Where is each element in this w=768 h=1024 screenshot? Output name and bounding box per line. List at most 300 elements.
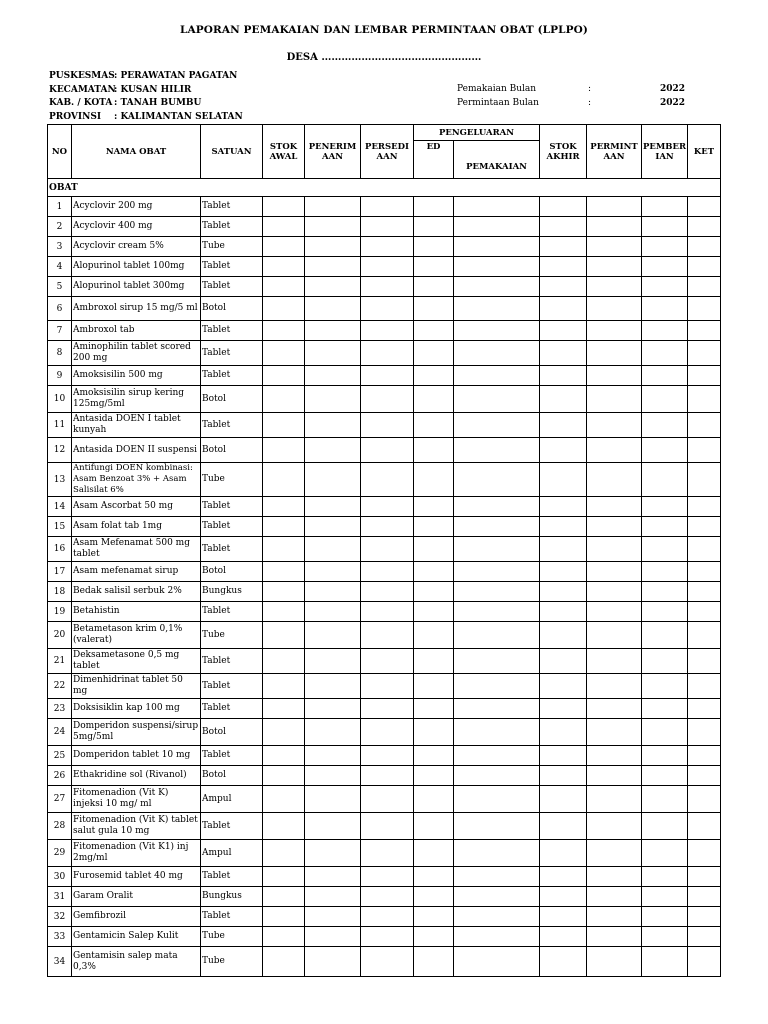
table-row [48, 386, 721, 413]
cell-pemberian [642, 217, 688, 237]
table-row [48, 366, 721, 386]
cell-stok-akhir [540, 602, 587, 622]
cell-permintaan [587, 622, 642, 649]
cell-ket [688, 582, 721, 602]
medicine-table [47, 124, 721, 977]
cell-ed [414, 197, 454, 217]
period-permintaan [457, 97, 697, 111]
medicine-name: Acyclovir 200 mg [72, 197, 201, 217]
medicine-unit: Botol [201, 438, 263, 463]
header-pemakaian: PEMAKAIAN [454, 141, 540, 179]
medicine-name: Antasida DOEN II suspensi [72, 438, 201, 463]
cell-ket [688, 649, 721, 674]
medicine-unit: Tablet [201, 699, 263, 719]
cell-penerimaan [305, 463, 361, 497]
cell-stok-akhir [540, 840, 587, 867]
cell-penerimaan [305, 237, 361, 257]
cell-persediaan [361, 517, 414, 537]
cell-pemakaian [454, 321, 540, 341]
table-row [48, 257, 721, 277]
cell-persediaan [361, 297, 414, 321]
cell-permintaan [587, 840, 642, 867]
table-row [48, 927, 721, 947]
medicine-name: Deksametasone 0,5 mg tablet [72, 649, 201, 674]
cell-ket [688, 257, 721, 277]
cell-stok-awal [263, 497, 305, 517]
cell-penerimaan [305, 649, 361, 674]
cell-persediaan [361, 746, 414, 766]
cell-pemakaian [454, 699, 540, 719]
cell-ed [414, 582, 454, 602]
cell-stok-awal [263, 562, 305, 582]
cell-stok-akhir [540, 297, 587, 321]
cell-pemakaian [454, 813, 540, 840]
row-number: 7 [48, 321, 72, 341]
cell-pemberian [642, 746, 688, 766]
medicine-unit: Botol [201, 297, 263, 321]
cell-stok-awal [263, 217, 305, 237]
cell-stok-akhir [540, 197, 587, 217]
medicine-unit: Tablet [201, 813, 263, 840]
cell-penerimaan [305, 947, 361, 977]
cell-pemberian [642, 277, 688, 297]
medicine-name: Asam Ascorbat 50 mg [72, 497, 201, 517]
medicine-unit: Tablet [201, 257, 263, 277]
cell-permintaan [587, 386, 642, 413]
cell-stok-akhir [540, 649, 587, 674]
cell-ed [414, 321, 454, 341]
cell-stok-awal [263, 517, 305, 537]
cell-permintaan [587, 277, 642, 297]
table-row [48, 497, 721, 517]
cell-penerimaan [305, 766, 361, 786]
cell-ed [414, 277, 454, 297]
row-number: 19 [48, 602, 72, 622]
medicine-unit: Tube [201, 927, 263, 947]
cell-ket [688, 907, 721, 927]
table-row [48, 277, 721, 297]
header-nama-obat: NAMA OBAT [72, 125, 201, 179]
cell-ed [414, 413, 454, 438]
row-number: 8 [48, 341, 72, 366]
header-satuan: SATUAN [201, 125, 263, 179]
cell-ed [414, 766, 454, 786]
cell-stok-awal [263, 907, 305, 927]
cell-pemberian [642, 602, 688, 622]
header-pemberian: PEMBERIAN [642, 125, 688, 179]
report-title: LAPORAN PEMAKAIAN DAN LEMBAR PERMINTAAN OBAT (LPLPO) [180, 24, 588, 36]
row-number: 27 [48, 786, 72, 813]
cell-ket [688, 237, 721, 257]
cell-pemakaian [454, 257, 540, 277]
cell-ket [688, 766, 721, 786]
cell-permintaan [587, 197, 642, 217]
cell-ket [688, 217, 721, 237]
medicine-name: Asam folat tab 1mg [72, 517, 201, 537]
cell-penerimaan [305, 297, 361, 321]
cell-ed [414, 867, 454, 887]
cell-pemakaian [454, 537, 540, 562]
row-number: 33 [48, 927, 72, 947]
medicine-name: Garam Oralit [72, 887, 201, 907]
cell-stok-awal [263, 649, 305, 674]
cell-ket [688, 341, 721, 366]
cell-stok-awal [263, 438, 305, 463]
cell-ed [414, 907, 454, 927]
table-row [48, 321, 721, 341]
cell-penerimaan [305, 197, 361, 217]
row-number: 6 [48, 297, 72, 321]
header-persediaan: PERSEDIAAN [361, 125, 414, 179]
cell-pemakaian [454, 719, 540, 746]
cell-ket [688, 438, 721, 463]
medicine-unit: Tablet [201, 497, 263, 517]
cell-penerimaan [305, 321, 361, 341]
cell-ed [414, 497, 454, 517]
cell-pemakaian [454, 497, 540, 517]
medicine-unit: Tablet [201, 674, 263, 699]
medicine-unit: Botol [201, 386, 263, 413]
cell-ed [414, 622, 454, 649]
cell-ket [688, 297, 721, 321]
cell-stok-awal [263, 699, 305, 719]
medicine-unit: Tablet [201, 602, 263, 622]
cell-stok-awal [263, 674, 305, 699]
cell-ket [688, 786, 721, 813]
cell-penerimaan [305, 537, 361, 562]
header-pengeluaran: PENGELUARAN [414, 125, 540, 141]
cell-pemakaian [454, 237, 540, 257]
medicine-name: Doksisiklin kap 100 mg [72, 699, 201, 719]
cell-stok-akhir [540, 386, 587, 413]
cell-penerimaan [305, 674, 361, 699]
cell-permintaan [587, 366, 642, 386]
cell-persediaan [361, 413, 414, 438]
medicine-unit: Tube [201, 622, 263, 649]
cell-ket [688, 867, 721, 887]
medicine-unit: Botol [201, 766, 263, 786]
cell-persediaan [361, 766, 414, 786]
cell-pemberian [642, 297, 688, 321]
row-number: 11 [48, 413, 72, 438]
cell-stok-awal [263, 463, 305, 497]
row-number: 31 [48, 887, 72, 907]
cell-penerimaan [305, 719, 361, 746]
medicine-unit: Ampul [201, 786, 263, 813]
table-row [48, 699, 721, 719]
cell-ed [414, 699, 454, 719]
cell-penerimaan [305, 622, 361, 649]
period-colon: : [588, 84, 592, 94]
cell-pemakaian [454, 217, 540, 237]
cell-pemakaian [454, 438, 540, 463]
table-row [48, 766, 721, 786]
medicine-unit: Tablet [201, 366, 263, 386]
cell-stok-akhir [540, 438, 587, 463]
cell-permintaan [587, 321, 642, 341]
cell-persediaan [361, 719, 414, 746]
info-provinsi [49, 111, 243, 125]
medicine-name: Alopurinol tablet 100mg [72, 257, 201, 277]
cell-persediaan [361, 497, 414, 517]
medicine-name: Alopurinol tablet 300mg [72, 277, 201, 297]
cell-stok-awal [263, 947, 305, 977]
cell-pemberian [642, 463, 688, 497]
cell-stok-akhir [540, 562, 587, 582]
cell-permintaan [587, 582, 642, 602]
row-number: 5 [48, 277, 72, 297]
table-row [48, 813, 721, 840]
cell-penerimaan [305, 277, 361, 297]
cell-ed [414, 341, 454, 366]
cell-stok-akhir [540, 237, 587, 257]
cell-ed [414, 438, 454, 463]
cell-stok-akhir [540, 321, 587, 341]
cell-pemakaian [454, 649, 540, 674]
cell-penerimaan [305, 517, 361, 537]
table-row [48, 438, 721, 463]
cell-stok-awal [263, 366, 305, 386]
cell-pemberian [642, 649, 688, 674]
cell-persediaan [361, 277, 414, 297]
info-puskesmas [49, 70, 243, 84]
medicine-name: Domperidon suspensi/sirup 5mg/5ml [72, 719, 201, 746]
cell-ket [688, 321, 721, 341]
table-row [48, 217, 721, 237]
cell-ed [414, 649, 454, 674]
info-label: PROVINSI [49, 112, 102, 123]
cell-pemakaian [454, 277, 540, 297]
cell-ed [414, 947, 454, 977]
cell-persediaan [361, 699, 414, 719]
section-label: OBAT [48, 179, 721, 197]
cell-penerimaan [305, 497, 361, 517]
cell-permintaan [587, 217, 642, 237]
cell-pemakaian [454, 766, 540, 786]
row-number: 23 [48, 699, 72, 719]
cell-permintaan [587, 887, 642, 907]
cell-pemakaian [454, 887, 540, 907]
cell-penerimaan [305, 217, 361, 237]
cell-stok-awal [263, 746, 305, 766]
medicine-unit: Bungkus [201, 582, 263, 602]
medicine-name: Gentamisin salep mata 0,3% [72, 947, 201, 977]
cell-persediaan [361, 813, 414, 840]
cell-permintaan [587, 257, 642, 277]
table-row [48, 649, 721, 674]
cell-stok-awal [263, 766, 305, 786]
row-number: 3 [48, 237, 72, 257]
medicine-name: Ambroxol tab [72, 321, 201, 341]
cell-persediaan [361, 840, 414, 867]
cell-ed [414, 537, 454, 562]
cell-ed [414, 674, 454, 699]
info-label: KECAMATAN [49, 84, 116, 95]
cell-ket [688, 517, 721, 537]
cell-pemakaian [454, 413, 540, 438]
cell-persediaan [361, 947, 414, 977]
table-row [48, 840, 721, 867]
cell-pemakaian [454, 386, 540, 413]
cell-permintaan [587, 766, 642, 786]
cell-stok-awal [263, 386, 305, 413]
header-ket: KET [688, 125, 721, 179]
cell-stok-akhir [540, 341, 587, 366]
medicine-unit: Botol [201, 562, 263, 582]
row-number: 21 [48, 649, 72, 674]
medicine-name: Fitomenadion (Vit K) tablet salut gula 10 mg [72, 813, 201, 840]
cell-persediaan [361, 197, 414, 217]
desa-line: DESA ………………………………………… [286, 52, 482, 63]
cell-penerimaan [305, 366, 361, 386]
medicine-unit: Tube [201, 947, 263, 977]
cell-penerimaan [305, 699, 361, 719]
cell-stok-awal [263, 582, 305, 602]
cell-stok-awal [263, 277, 305, 297]
cell-ket [688, 277, 721, 297]
table-row [48, 719, 721, 746]
row-number: 22 [48, 674, 72, 699]
cell-pemakaian [454, 197, 540, 217]
cell-persediaan [361, 907, 414, 927]
table-row [48, 562, 721, 582]
row-number: 18 [48, 582, 72, 602]
cell-ed [414, 386, 454, 413]
table-row [48, 947, 721, 977]
cell-pemakaian [454, 674, 540, 699]
medicine-name: Acyclovir cream 5% [72, 237, 201, 257]
cell-persediaan [361, 237, 414, 257]
cell-stok-awal [263, 786, 305, 813]
cell-ket [688, 366, 721, 386]
cell-stok-akhir [540, 277, 587, 297]
cell-permintaan [587, 813, 642, 840]
cell-ed [414, 257, 454, 277]
info-value: : TANAH BUMBU [114, 98, 202, 109]
cell-pemberian [642, 786, 688, 813]
medicine-name: Ambroxol sirup 15 mg/5 ml [72, 297, 201, 321]
info-value: : KUSAN HILIR [114, 84, 192, 95]
cell-pemakaian [454, 907, 540, 927]
cell-stok-akhir [540, 786, 587, 813]
cell-permintaan [587, 562, 642, 582]
header-ed: ED [414, 141, 454, 179]
row-number: 10 [48, 386, 72, 413]
cell-stok-akhir [540, 413, 587, 438]
cell-ket [688, 463, 721, 497]
table-row [48, 786, 721, 813]
cell-pemberian [642, 582, 688, 602]
cell-stok-akhir [540, 217, 587, 237]
cell-permintaan [587, 907, 642, 927]
cell-pemakaian [454, 622, 540, 649]
table-row [48, 674, 721, 699]
cell-permintaan [587, 927, 642, 947]
cell-penerimaan [305, 867, 361, 887]
cell-pemberian [642, 197, 688, 217]
cell-ed [414, 887, 454, 907]
cell-ed [414, 463, 454, 497]
cell-ed [414, 927, 454, 947]
medicine-unit: Tablet [201, 413, 263, 438]
medicine-name: Aminophilin tablet scored 200 mg [72, 341, 201, 366]
cell-stok-akhir [540, 674, 587, 699]
cell-pemakaian [454, 582, 540, 602]
cell-pemakaian [454, 840, 540, 867]
period-colon: : [588, 98, 592, 108]
cell-stok-akhir [540, 907, 587, 927]
cell-stok-akhir [540, 947, 587, 977]
cell-pemberian [642, 257, 688, 277]
medicine-name: Fitomenadion (Vit K) injeksi 10 mg/ ml [72, 786, 201, 813]
cell-penerimaan [305, 813, 361, 840]
medicine-name: Bedak salisil serbuk 2% [72, 582, 201, 602]
period-year: 2022 [660, 98, 686, 108]
medicine-unit: Bungkus [201, 887, 263, 907]
cell-permintaan [587, 413, 642, 438]
medicine-name: Amoksisilin 500 mg [72, 366, 201, 386]
medicine-unit: Ampul [201, 840, 263, 867]
table-row [48, 582, 721, 602]
cell-ket [688, 746, 721, 766]
medicine-name: Domperidon tablet 10 mg [72, 746, 201, 766]
period-label: Permintaan Bulan [457, 98, 539, 108]
cell-permintaan [587, 237, 642, 257]
cell-pemberian [642, 366, 688, 386]
medicine-name: Fitomenadion (Vit K1) inj 2mg/ml [72, 840, 201, 867]
cell-pemberian [642, 699, 688, 719]
medicine-unit: Tablet [201, 867, 263, 887]
cell-pemberian [642, 719, 688, 746]
table-row [48, 746, 721, 766]
medicine-unit: Tablet [201, 321, 263, 341]
table-row [48, 463, 721, 497]
cell-stok-akhir [540, 463, 587, 497]
info-kabkota [49, 97, 243, 111]
cell-stok-akhir [540, 699, 587, 719]
cell-penerimaan [305, 341, 361, 366]
header-stok-akhir: STOK AKHIR [540, 125, 587, 179]
medicine-name: Asam mefenamat sirup [72, 562, 201, 582]
table-row [48, 341, 721, 366]
cell-pemberian [642, 927, 688, 947]
cell-penerimaan [305, 887, 361, 907]
info-value: : KALIMANTAN SELATAN [114, 112, 243, 123]
cell-ket [688, 840, 721, 867]
cell-persediaan [361, 341, 414, 366]
cell-stok-akhir [540, 537, 587, 562]
cell-stok-awal [263, 537, 305, 562]
cell-persediaan [361, 321, 414, 341]
medicine-unit: Tablet [201, 517, 263, 537]
table-body [48, 179, 721, 977]
table-row [48, 907, 721, 927]
table-row [48, 197, 721, 217]
medicine-unit: Tablet [201, 649, 263, 674]
table-row [48, 297, 721, 321]
cell-stok-akhir [540, 813, 587, 840]
cell-pemberian [642, 674, 688, 699]
row-number: 30 [48, 867, 72, 887]
cell-ed [414, 366, 454, 386]
cell-stok-akhir [540, 517, 587, 537]
cell-stok-awal [263, 297, 305, 321]
cell-ed [414, 813, 454, 840]
cell-ket [688, 887, 721, 907]
header-permintaan: PERMINTAAN [587, 125, 642, 179]
cell-penerimaan [305, 257, 361, 277]
cell-pemakaian [454, 517, 540, 537]
